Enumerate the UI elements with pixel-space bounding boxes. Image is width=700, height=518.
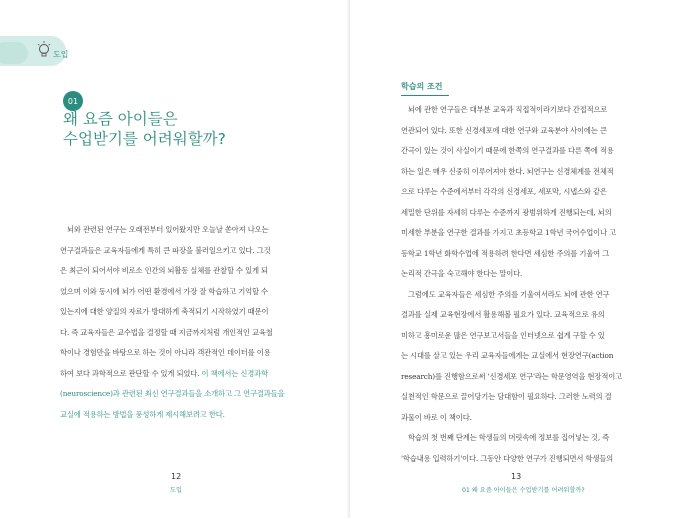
body-line: 으로 다루는 수준에서부터 각각의 신경세포, 세포막, 시냅스와 같은 <box>401 187 607 196</box>
body-line: 논리적 간극을 숙고해야 한다는 말이다. <box>401 269 523 278</box>
highlighted-text: 이 책에서는 신경과학 <box>201 368 268 378</box>
body-line: 그럼에도 교육자들은 세심한 주의를 기울여서라도 뇌에 관한 연구 <box>408 289 610 299</box>
chapter-number-badge: 01 <box>63 91 83 111</box>
lightbulb-icon <box>36 40 52 62</box>
right-page <box>350 0 700 518</box>
body-line: 실천적인 학문으로 끌어당기는 담대함이 필요하다. 그러한 노력의 결 <box>401 392 612 401</box>
body-line: 었으며 이와 동시에 뇌가 어떤 환경에서 가장 잘 학습하고 기억할 수 <box>60 286 268 296</box>
body-line: 미세한 부분을 연구한 결과를 가지고 초등학교 1학년 국어수업이나 고 <box>401 228 617 237</box>
left-page-footer: 도입 <box>170 487 182 494</box>
highlighted-body-line: 교실에 적용하는 방법을 풍성하게 제시해보려고 한다. <box>60 409 225 419</box>
body-line: 하는 일은 매우 신중히 이루어져야 한다. 뇌연구는 신경체계를 전체적 <box>401 166 614 176</box>
chapter-title <box>63 109 226 149</box>
section-tab-label: 도입 <box>53 50 69 59</box>
right-body-text <box>401 81 640 469</box>
right-page-footer: 01 왜 요즘 아이들은 수업받기를 어려워할까? <box>462 487 585 494</box>
chapter-title-line-2: 수업받기를 어려워할까? <box>63 130 226 148</box>
body-line: research)를 진행함으로써 '신경세포 연구'라는 학문영역을 현장적이고 <box>401 371 623 381</box>
body-line: 과물이 바로 이 책이다. <box>401 412 472 422</box>
body-line: 학이나 경험만을 바탕으로 하는 것이 아니라 객관적인 데이터를 이용 <box>60 348 271 357</box>
body-line: 학습의 첫 번째 단계는 학생들의 머릿속에 정보를 집어넣는 것, 즉 <box>408 433 610 442</box>
body-line: 뇌와 관련된 연구는 오래전부터 있어왔지만 오늘날 쏟아져 나오는 <box>67 225 269 234</box>
body-line: 미하고 흥미로운 많은 연구보고서들을 인터넷으로 쉽게 구할 수 있 <box>401 330 605 340</box>
left-page-number: 12 <box>171 472 182 481</box>
body-line: 연관되어 있다. 또한 신경세포에 대한 연구와 교육분야 사이에는 큰 <box>401 125 607 135</box>
chapter-title-line-1: 왜 요즘 아이들은 <box>63 110 178 128</box>
body-line: 연구결과들은 교육자들에게 특히 큰 파장을 불러일으키고 있다. 그것 <box>60 245 271 255</box>
body-line: 다. 즉 교육자들은 교수법을 결정할 때 지금까지처럼 개인적인 교육철 <box>60 327 273 337</box>
highlighted-body-line: (neuroscience)과 관련된 최신 연구결과들을 소개하고 그 연구결과들을 <box>60 389 285 398</box>
body-line: 간극이 있는 것이 사실이기 때문에 한쪽의 연구결과를 다른 쪽에 적용 <box>401 146 614 155</box>
body-line: '학습내용 입력하기'이다. 그동안 다양한 연구가 진행되면서 학생들의 <box>401 453 614 463</box>
section-title: 학습의 조건 <box>401 81 449 96</box>
right-page-number: 13 <box>511 472 522 481</box>
section-tab-accent <box>0 42 28 64</box>
body-line: 은 최근이 되어서야 비로소 인간의 뇌활동 실체를 관찰할 수 있게 되 <box>60 266 268 275</box>
body-line: 는 시대를 살고 있는 우리 교육자들에게는 교실에서 현장연구(action <box>401 351 614 360</box>
body-line <box>60 364 298 385</box>
body-line: 결과를 실제 교육현장에서 활용해볼 필요가 있다. 교육적으로 유의 <box>401 310 605 319</box>
body-line: 등학교 1학년 화학수업에 적용하려 한다면 세심한 주의를 기울여 그 <box>401 248 610 258</box>
body-line-text: 하여 보다 과학적으로 판단할 수 있게 되었다. <box>60 368 200 378</box>
left-body-text <box>60 220 298 425</box>
body-line: 있는지에 대한 양질의 자료가 방대하게 축적되기 시작하였기 때문이 <box>60 307 269 316</box>
body-line: 뇌에 관한 연구들은 대부분 교육과 직접적이라기보다 간접적으로 <box>408 105 608 114</box>
body-line: 세밀한 단위를 자세히 다루는 수준까지 광범위하게 진행되는데, 뇌의 <box>401 207 612 217</box>
